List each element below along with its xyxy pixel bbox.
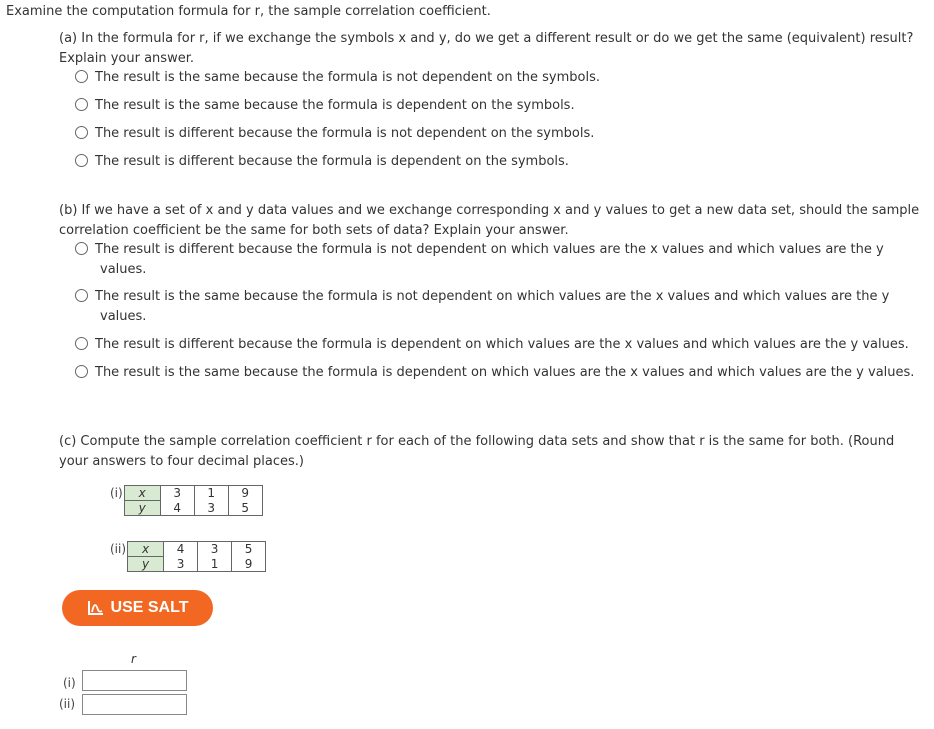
use-salt-button[interactable] (62, 590, 213, 626)
answer-input-ii[interactable] (82, 694, 187, 715)
y-header: y (128, 557, 164, 572)
salt-chart-icon (87, 600, 105, 616)
table-label: (i) (110, 486, 123, 500)
part-b-question-line1: (b) If we have a set of x and y data values and we exchange corresponding x and y values to get a new data set, should the sample (59, 203, 920, 218)
radio-button[interactable] (75, 98, 88, 111)
part-a-question-line1: (a) In the formula for r, if we exchange the symbols x and y, do we get a different result or do we get the same (equivalent) result? (59, 31, 914, 46)
radio-button[interactable] (75, 289, 88, 302)
answer-column-header: r (131, 652, 136, 666)
y-value: 5 (228, 501, 262, 516)
radio-button[interactable] (75, 365, 88, 378)
answer-row-label: (i) (63, 676, 76, 690)
x-value: 4 (164, 542, 198, 557)
radio-button[interactable] (75, 154, 88, 167)
option-label-continuation: values. (100, 262, 147, 277)
radio-button[interactable] (75, 126, 88, 139)
x-value: 3 (198, 542, 232, 557)
y-value: 3 (194, 501, 228, 516)
data-table-i (110, 485, 263, 516)
data-table-ii (110, 541, 266, 572)
y-value: 9 (232, 557, 266, 572)
option-label: The result is the same because the formula is not dependent on which values are the x values and which values are the y (95, 289, 890, 304)
x-header: x (128, 542, 164, 557)
radio-button[interactable] (75, 70, 88, 83)
part-b-question-line2: correlation coefficient be the same for both sets of data? Explain your answer. (59, 223, 569, 238)
radio-button[interactable] (75, 242, 88, 255)
answer-input-i[interactable] (82, 670, 187, 691)
x-header: x (124, 486, 160, 501)
answer-row-label: (ii) (59, 697, 76, 711)
option-label: The result is different because the formula is not dependent on the symbols. (95, 126, 595, 141)
option-label: The result is different because the formula is not dependent on which values are the x values and which values are the y (95, 242, 884, 257)
table-label: (ii) (110, 542, 127, 556)
option-label-continuation: values. (100, 309, 147, 324)
x-value: 1 (194, 486, 228, 501)
y-header: y (124, 501, 160, 516)
option-label: The result is different because the formula is dependent on the symbols. (95, 154, 569, 169)
option-label: The result is the same because the formula is not dependent on the symbols. (95, 70, 601, 85)
y-value: 1 (198, 557, 232, 572)
option-label: The result is different because the formula is dependent on which values are the x values and which values are the y values. (95, 337, 909, 352)
option-label: The result is the same because the formula is dependent on which values are the x values and which values are the y values. (95, 365, 915, 380)
y-value: 4 (160, 501, 194, 516)
part-c-question-line1: (c) Compute the sample correlation coefficient r for each of the following data sets and show that r is the same for both. (Round (59, 434, 895, 449)
part-a-question-line2: Explain your answer. (59, 51, 194, 66)
radio-button[interactable] (75, 337, 88, 350)
intro-text: Examine the computation formula for r, the sample correlation coefficient. (6, 4, 491, 19)
part-c-question-line2: your answers to four decimal places.) (59, 454, 304, 469)
option-label: The result is the same because the formula is dependent on the symbols. (95, 98, 575, 113)
x-value: 5 (232, 542, 266, 557)
use-salt-label: USE SALT (110, 599, 189, 616)
y-value: 3 (164, 557, 198, 572)
x-value: 9 (228, 486, 262, 501)
x-value: 3 (160, 486, 194, 501)
